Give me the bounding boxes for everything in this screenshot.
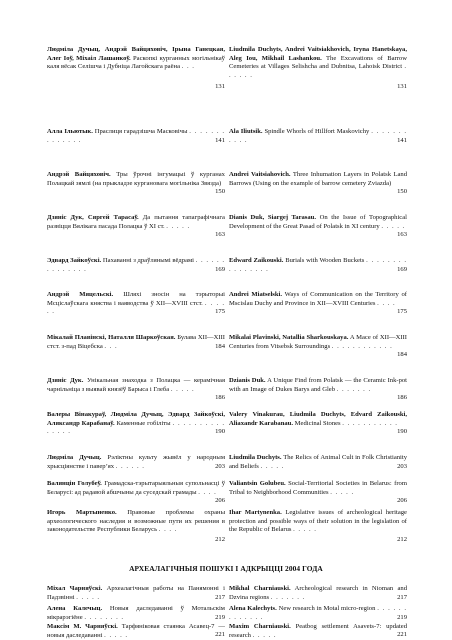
entry-authors: Dianis Duk, Siargej Tarasau. bbox=[229, 214, 316, 221]
entry-title: The Excavations of Barrow Cemeteries at Villages Selishcha and Dubnitsa, Lahoisk District bbox=[229, 54, 407, 71]
toc-entry-be: Андрэй Мяцельскі. Шляхі зносін на тэрыторыі Мсціслаўскага княства і ваяводства ў XII—XVIII стст. . . . . . . 175 bbox=[47, 291, 225, 316]
entry-authors: Mikhal Charniauski. bbox=[229, 585, 291, 592]
page-number: 212 bbox=[397, 536, 407, 544]
page-number: 203 bbox=[397, 463, 407, 471]
entry-title: The Relics of Animal Cult in Folk Christianity and Beliefs bbox=[229, 454, 407, 470]
entry-authors: Алена Калечыц. bbox=[47, 605, 103, 612]
entry-authors: Валянцін Голубеў. bbox=[47, 480, 102, 487]
page-number: 150 bbox=[397, 188, 407, 196]
entry-title: Булава XII—XIII стст. з-пад Віцебска bbox=[47, 334, 225, 350]
entry-authors: Ala Iliutsik. bbox=[229, 128, 263, 135]
entry-title: Legislative issues of archeological heritage protection and possible ways of their solution in the legislation of the Republic of Belarus bbox=[229, 509, 407, 534]
toc-entry-en: Ala Iliutsik. Spindle Whorls of Hillfort Maskovichy . . . . . . . . . . . 141 bbox=[229, 128, 407, 145]
entry-title: Правовые проблемы охраны археологического наследия и возможные пути их решения в законодательстве Республики Беларусь bbox=[47, 509, 225, 534]
page-number: 150 bbox=[215, 188, 225, 196]
page-number: 219 bbox=[397, 614, 407, 622]
entry-authors: Liudmila Duchyts, Andrei Vaitsiakhovich, Iryna Hanetskaya, Aleg Iou, Mikhail Lashankou. bbox=[229, 46, 407, 62]
entry-authors: Міхал Чарняўскі. bbox=[47, 585, 103, 592]
entry-title: Social-Territorial Societies in Belarus: from Tribal to Neighborhood Communities bbox=[229, 480, 407, 496]
page-number: 184 bbox=[397, 351, 407, 359]
toc-entry-en: Valiantsin Golubeu. Social-Territorial Societies in Belarus: from Tribal to Neighborhood Communities . . . . . 206 bbox=[229, 480, 407, 505]
entry-title: Three Inhumation Layers in Polatsk Land Barrows (Using on the example of barrow cemetery Zviazda) bbox=[229, 171, 408, 187]
page-number: 131 bbox=[397, 83, 407, 91]
page-number: 221 bbox=[215, 631, 225, 639]
toc-entry-be: Валеры Вінакураў, Людміла Дучыц, Эдвард Зайкоўскі, Аляксандр Карабанаў. Каменные гобіліты . . . . . . . . . . . . . . . 190 bbox=[47, 411, 225, 436]
toc-entry-en: Andrei Miatselski. Ways of Communication on the Territory of Mscislau Duchy and Province in XII—XVIII Centuries . . . . 175 bbox=[229, 291, 408, 316]
page-number: 141 bbox=[215, 137, 225, 145]
entry-authors: Людміла Дучыц. bbox=[47, 454, 102, 461]
page-number: 184 bbox=[215, 343, 225, 351]
entry-authors: Mikalai Plavinski, Natallia Sharkouskaya. bbox=[229, 334, 349, 341]
section-heading: АРХЕАЛАГІЧНЫЯ ПОШУКІ І АДКРЫЦЦІ 2004 ГОДА bbox=[129, 564, 323, 573]
toc-entry-en: Ihar Martynenka. Legislative issues of archeological heritage protection and possible ways of their solution in the legislation of the Republic of Belarus . . . . . 212 bbox=[229, 509, 407, 544]
page-number: 175 bbox=[397, 308, 407, 316]
page-number: 169 bbox=[215, 266, 225, 274]
page-number: 186 bbox=[397, 394, 407, 402]
entry-title: Каменные гобіліты bbox=[116, 419, 171, 427]
page-number: 206 bbox=[397, 497, 407, 505]
page-number: 206 bbox=[215, 497, 225, 505]
entry-title: Грамадска-тэрытарыяльныя супольнасці ў Беларусі: ад радавой абшчыны да суседскай грамады bbox=[47, 480, 226, 496]
entry-authors: Maxim Charniauski. bbox=[229, 623, 291, 630]
entry-authors: Алла Ільютык. bbox=[47, 128, 93, 135]
entry-authors: Людміла Дучыц, Андрэй Вайцяховіч, Ірына Ганецкая, Алег Іоў, Міхаіл Лашанкоў. bbox=[47, 46, 225, 62]
entry-title: Шляхі зносін на тэрыторыі Мсціслаўскага княства і ваяводства ў XII—XVIII стст. bbox=[47, 291, 225, 307]
entry-authors: Мікалай Плавінскі, Наталля Шаркоўская. bbox=[47, 334, 176, 341]
entry-authors: Valery Vinakurau, Liudmila Duchyts, Edvard Zaikouski, Aliaxandr Karabanau. bbox=[229, 411, 407, 427]
toc-entry-en: Edward Zaikouski. Burials with Wooden Buckets . . . . . . . . . . . . . . . . 169 bbox=[229, 257, 407, 274]
entry-authors: Игорь Мартыненко. bbox=[47, 509, 117, 516]
entry-title: Тарфяніковая стаянка Асавец-7 — новыя даследаванні bbox=[47, 623, 225, 639]
toc-entry-be: Максім М. Чарняўскі. Тарфяніковая стаянка Асавец-7 — новыя даследаванні . . . . . 221 bbox=[47, 623, 225, 639]
entry-title: A Mace of XII—XIII Centuries from Vitsebsk Surroundings bbox=[229, 334, 407, 350]
toc-entry-be: Мікалай Плавінскі, Наталля Шаркоўская. Булава XII—XIII стст. з-пад Віцебска . . . 184 bbox=[47, 334, 225, 351]
toc-entry-be: Эдвард Зайкоўскі. Пахаванні з драўлянымі вёдрамі . . . . . . . . . . . . . . 169 bbox=[47, 257, 225, 274]
page-number: 186 bbox=[215, 394, 225, 402]
entry-authors: Andrei Miatselski. bbox=[229, 291, 283, 298]
toc-entry-en: Liudmila Duchyts. The Relics of Animal Cult in Folk Christianity and Beliefs . . . . . 203 bbox=[229, 454, 407, 471]
toc-entry-be: Дзяніс Дук, Сяргей Тарасаў. Да пытання тапаграфічнага развіцця Вялікага пасада Полацка ў XI ст. . . . . . 163 bbox=[47, 214, 225, 239]
entry-title: Рэліктны культу жывёл у народным хрысціянстве і паверʼях bbox=[47, 454, 225, 470]
entry-authors: Valiantsin Golubeu. bbox=[229, 480, 286, 487]
toc-entry-be bbox=[47, 171, 225, 197]
entry-title: Peatbog settlement Asavets-7: updated research bbox=[229, 623, 407, 639]
page-number: 203 bbox=[215, 463, 225, 471]
toc-entry-en: Liudmila Duchyts, Andrei Vaitsiakhovich, Iryna Hanetskaya, Aleg Iou, Mikhail Lashankou. The Excavations of Barrow Cemeteries at Villages Selishcha and Dubnitsa, Lahoisk District . . . . . . 131 bbox=[229, 46, 407, 91]
page-number: 219 bbox=[215, 614, 225, 622]
toc-entry-en: Dianis Duk, Siargej Tarasau. On the Issue of Topographical Development of the Great Pasad of Polatsk in XI century . . . . . 163 bbox=[229, 214, 407, 239]
entry-title: Новыя даследаванні ў Мотальскім мікрарэгіёне bbox=[47, 605, 225, 621]
toc-entry-be: Алена Калечыц. Новыя даследаванні ў Мотальскім мікрарэгіёне . . . . . . . . 219 bbox=[47, 605, 225, 622]
page-number: 141 bbox=[397, 137, 407, 145]
entry-authors: Edward Zaikouski. bbox=[229, 257, 284, 264]
toc-entry-en: Mikalai Plavinski, Natallia Sharkouskaya. A Mace of XII—XIII Centuries from Vitsebsk Surroundings . . . . . . . . . . . . 184 bbox=[229, 334, 407, 359]
entry-authors: Андрэй Мяцельскі. bbox=[47, 291, 114, 298]
page-number: 217 bbox=[397, 594, 407, 602]
toc-entry-be: Людміла Дучыц. Рэліктны культу жывёл у народным хрысціянстве і паверʼях . . . . . . 203 bbox=[47, 454, 225, 471]
toc-entry-be: Алла Ільютык. Праслиця гарадзішча Масковічы . . . . . . . . . . . . . . 141 bbox=[47, 128, 226, 145]
entry-title: Раскопкі курганных могільнікаў каля вёсак Селішча і Дубніца Лагойскага раёна bbox=[47, 54, 225, 71]
entry-title: Пахаванні з драўлянымі вёдрамі bbox=[102, 257, 194, 264]
toc-entry-be: Валянцін Голубеў. Грамадска-тэрытарыяльныя супольнасці ў Беларусі: ад радавой абшчыны да суседскай грамады . . . . 206 bbox=[47, 480, 226, 505]
page-number: 175 bbox=[215, 308, 225, 316]
entry-authors: Дзяніс Дук, Сяргей Тарасаў. bbox=[47, 214, 139, 221]
entry-title: Spindle Whorls of Hillfort Maskovichy bbox=[264, 128, 370, 135]
toc-entry-be: Дзяніс Дук. Унікальная знаходка з Полацка — керамічная чарнільніца з выявай князёў Барыса і Глеба . . . . . 186 bbox=[47, 377, 225, 402]
entry-authors: Liudmila Duchyts. bbox=[229, 454, 282, 461]
page-number: 163 bbox=[397, 231, 407, 239]
toc-entry-en bbox=[229, 171, 407, 197]
toc-entry-be: Людміла Дучыц, Андрэй Вайцяховіч, Ірына Ганецкая, Алег Іоў, Міхаіл Лашанкоў. Раскопкі курганных могільнікаў каля вёсак Селішча і Дубніца Лагойскага раёна . . . 131 bbox=[47, 46, 225, 91]
toc-entry-en: Maxim Charniauski. Peatbog settlement Asavets-7: updated research . . . . . 221 bbox=[229, 623, 407, 639]
entry-authors: Ihar Martynenka. bbox=[229, 509, 282, 516]
entry-authors: Andrei Vaitsiahovich. bbox=[229, 171, 291, 178]
entry-title: Medicinal Stones bbox=[294, 419, 341, 427]
entry-title: Унікальная знаходка з Полацка — керамічная чарнільніца з выявай князёў Барыса і Глеба bbox=[47, 377, 225, 393]
entry-title: Тры ўрочні інгумацыі ў курганах Полацкай зямлі (на прыкладзе кургановага могільніка Звязда) bbox=[47, 171, 225, 187]
entry-title: Archeological research in Nioman and Dzvina regions bbox=[229, 585, 407, 601]
page-number: 212 bbox=[215, 536, 225, 544]
entry-title: Археалагічныя работы на Панямонні і Падзвінні bbox=[47, 585, 226, 601]
entry-authors: Dzianis Duk. bbox=[229, 377, 266, 384]
entry-title: Праслиця гарадзішча Масковічы bbox=[94, 128, 188, 135]
page-number: 163 bbox=[215, 231, 225, 239]
entry-title: Да пытання тапаграфічнага развіцця Вялікага пасада Полацка ў XI ст. bbox=[47, 214, 225, 230]
toc-entry-be: Міхал Чарняўскі. Археалагічныя работы на Панямонні і Падзвінні . . . . . 217 bbox=[47, 585, 226, 602]
toc-entry-be: Игорь Мартыненко. Правовые проблемы охраны археологического наследия и возможные пути их решения в законодательстве Республики Беларусь . . . . 212 bbox=[47, 509, 225, 544]
entry-authors: Валеры Вінакураў, Людміла Дучыц, Эдвард Зайкоўскі, Аляксандр Карабанаў. bbox=[47, 411, 225, 427]
entry-title: Burials with Wooden Buckets bbox=[285, 257, 365, 264]
entry-authors: Андрэй Вайцяховіч. bbox=[47, 171, 111, 178]
page-number: 221 bbox=[397, 631, 407, 639]
entry-title: A Unique Find from Polatsk — the Ceramic Ink-pot with an Image of Dukes Barys and Gleb bbox=[229, 377, 407, 393]
entry-authors: Дзяніс Дук. bbox=[47, 377, 84, 384]
page-number: 169 bbox=[397, 266, 407, 274]
page-number: 190 bbox=[215, 428, 225, 436]
page-number: 217 bbox=[215, 594, 225, 602]
entry-title: On the Issue of Topographical Development of the Great Pasad of Polatsk in XI century bbox=[229, 214, 407, 230]
toc-entry-en: Alena Kalechyts. New research in Motal micro-region . . . . . . . . . . . . . 219 bbox=[229, 605, 408, 622]
page-number: 131 bbox=[215, 83, 225, 91]
toc-entry-en: Dzianis Duk. A Unique Find from Polatsk — the Ceramic Ink-pot with an Image of Dukes Barys and Gleb . . . . . . . 186 bbox=[229, 377, 407, 402]
entry-title: New research in Motal micro-region bbox=[278, 605, 376, 612]
entry-authors: Alena Kalechyts. bbox=[229, 605, 277, 612]
entry-authors: Эдвард Зайкоўскі. bbox=[47, 257, 102, 264]
page-number: 190 bbox=[397, 428, 407, 436]
entry-authors: Максім М. Чарняўскі. bbox=[47, 623, 118, 630]
entry-title: Ways of Communication on the Territory of Mscislau Duchy and Province in XII—XVIII Centuries bbox=[229, 291, 408, 307]
toc-entry-en: Valery Vinakurau, Liudmila Duchyts, Edvard Zaikouski, Aliaxandr Karabanau. Medicinal Stones . . . . . . . . . . . 190 bbox=[229, 411, 407, 436]
toc-entry-en: Mikhal Charniauski. Archeological research in Nioman and Dzvina regions . . . . . . . 217 bbox=[229, 585, 407, 602]
